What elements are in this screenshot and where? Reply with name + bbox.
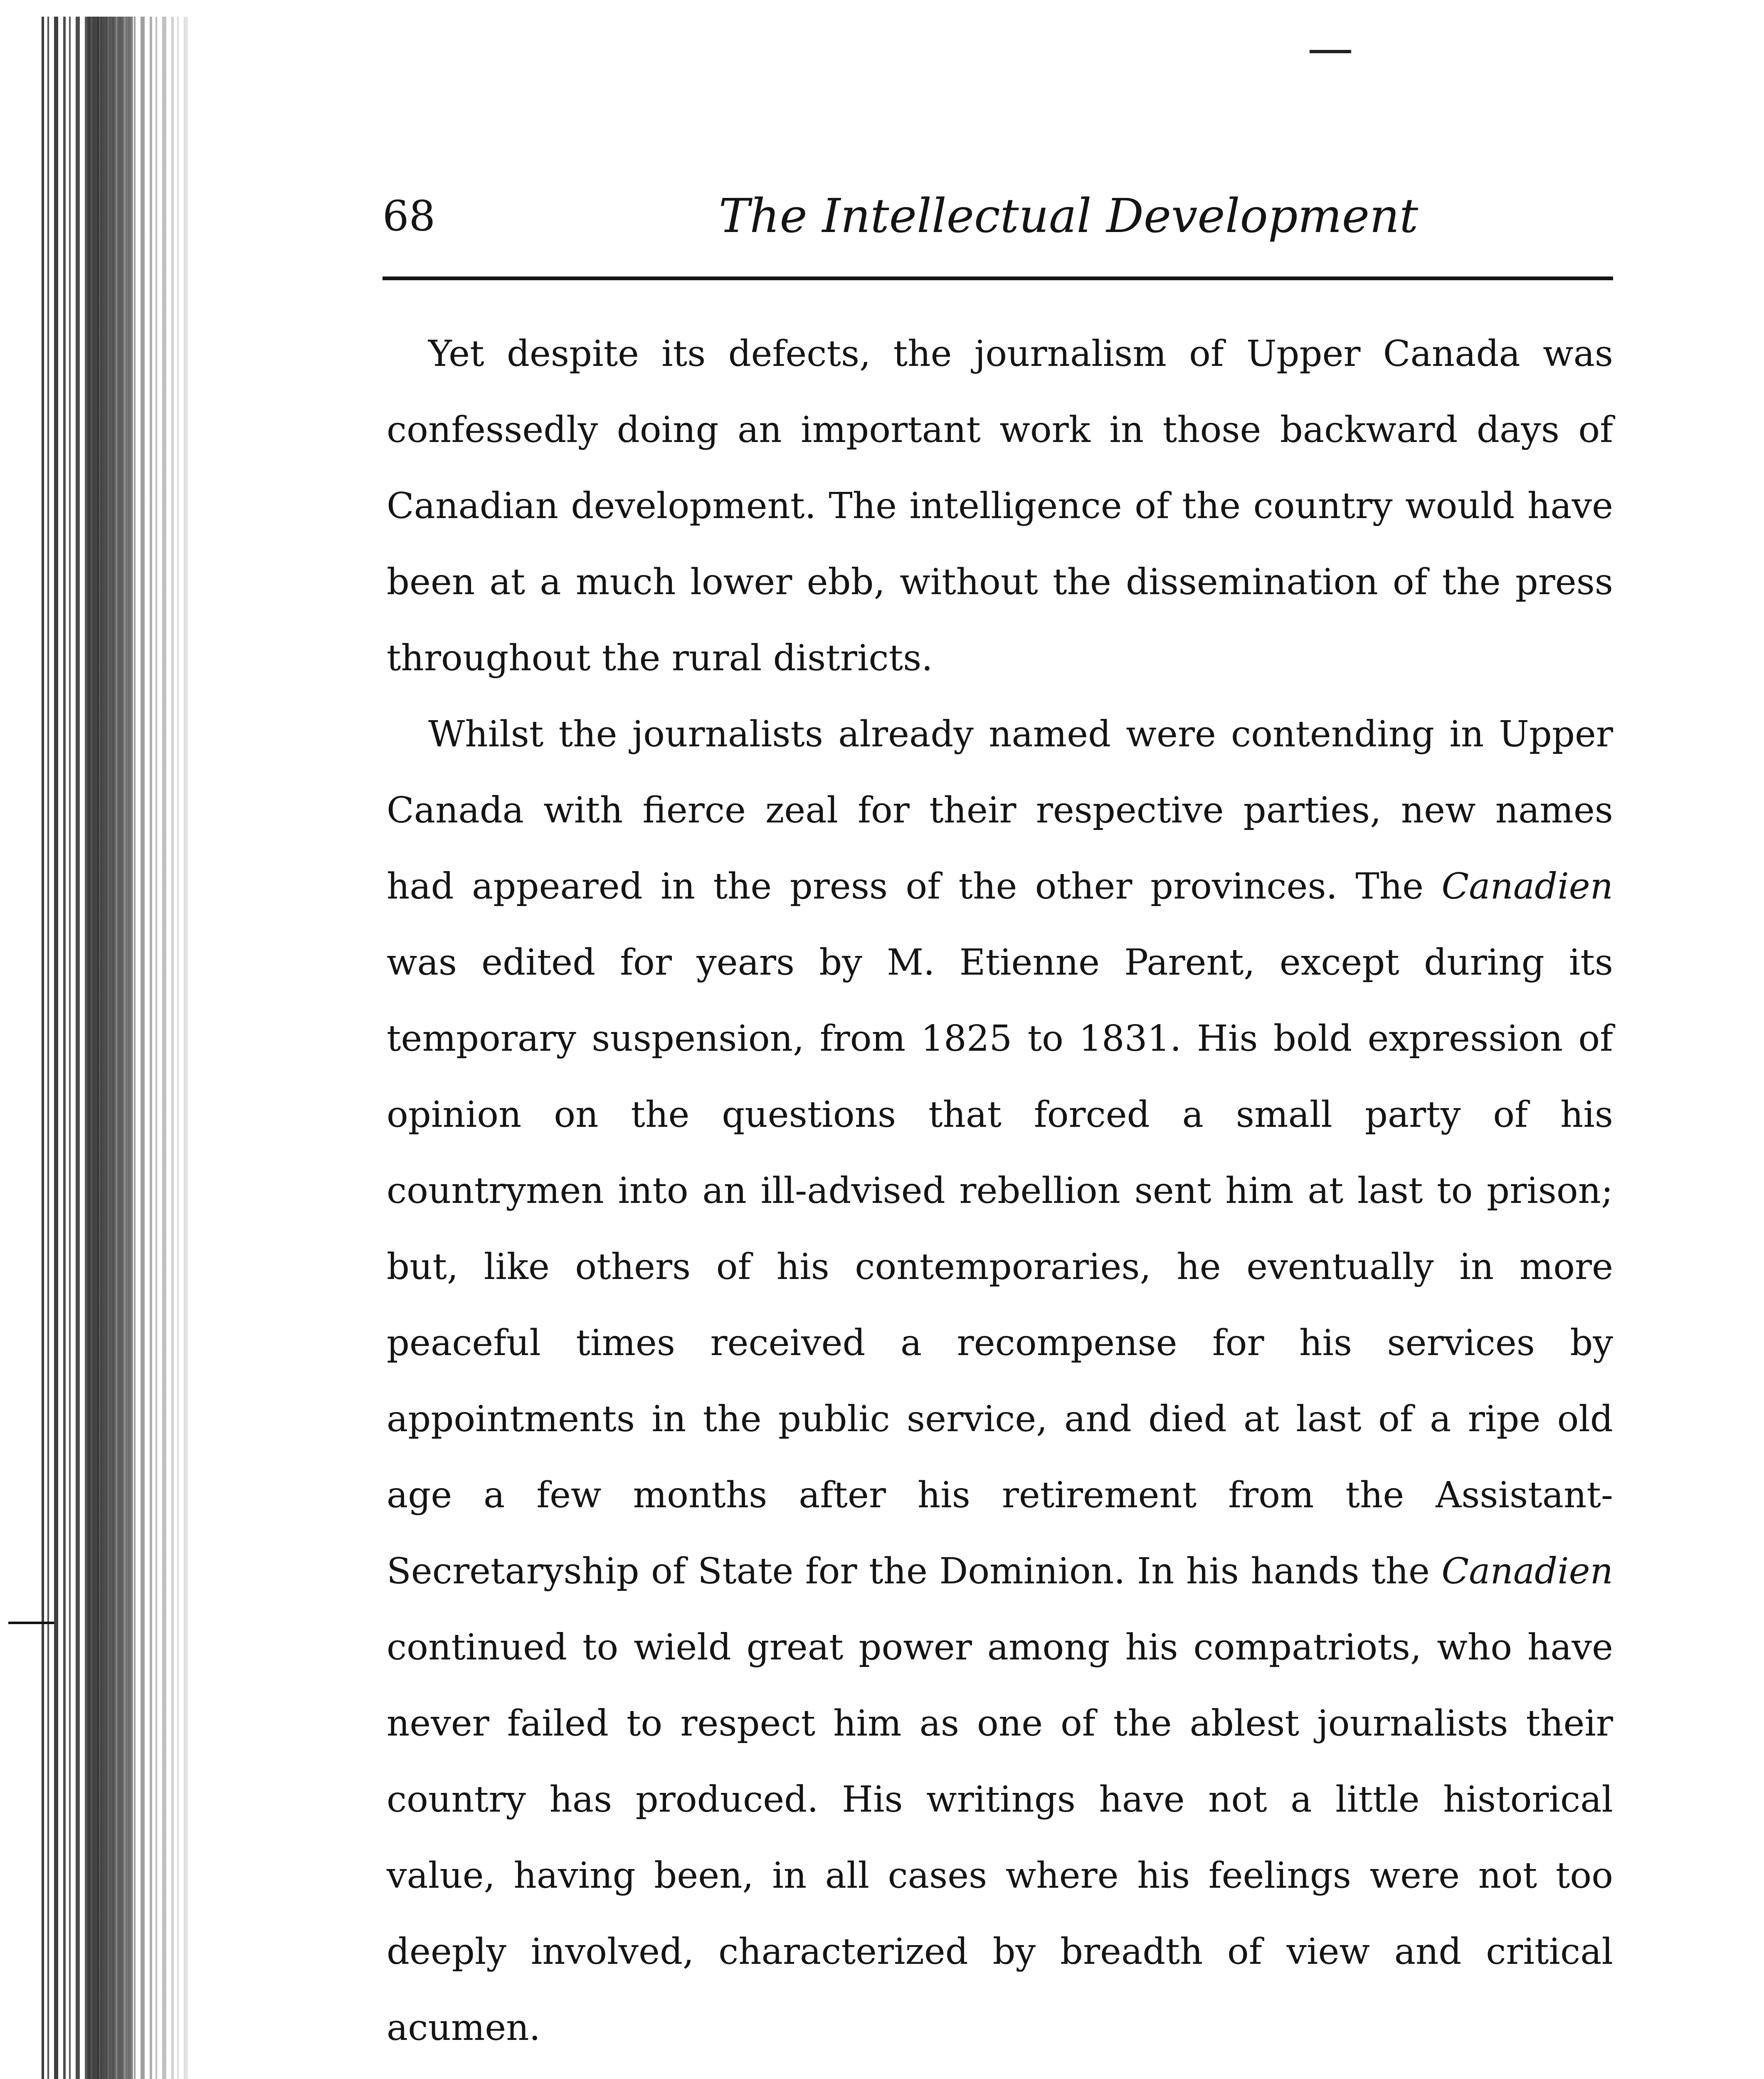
- paragraph-1: Yet despite its defects, the journalism of Upper Canada was confessedly doing an important work in those backward days of Canadian development. The intelligence of the country would have been at a much lower ebb, without the dissemination of the press throughout the rural districts.: [387, 333, 1613, 679]
- newspaper-title-canadien-2: Canadien: [1441, 1551, 1613, 1592]
- binding-fade: [42, 17, 191, 2079]
- page-header: [382, 183, 1613, 241]
- paragraph-2-part-3: continued to wield great power among his compatriots, who have never failed to respect him as one of the ablest journalists their country has produced. His writings have not a little historical value, having been, in all cases where his feelings were not too deeply involved, characterized by breadth of view and critical acumen.: [387, 1627, 1613, 2049]
- body-text: [387, 316, 1613, 2079]
- paragraph-2-part-2: was edited for years by M. Etienne Parent, except during its temporary suspension, from 1825 to 1831. His bold expression of opinion on the questions that forced a small party of his countrymen into an ill-advised rebellion sent him at last to prison; but, like others of his contemporaries, he eventually in more peaceful times received a recompense for his services by appointments in the public service, and died at last of a ripe old age a few months after his retirement from the Assistant-Secretaryship of State for the Dominion. In his hands the: [387, 942, 1613, 1592]
- header-rule: [382, 277, 1613, 280]
- margin-mark: [8, 1622, 54, 1624]
- newspaper-title-canadien: Canadien: [1441, 866, 1613, 907]
- paragraph-2-part-1: Whilst the journalists already named were contending in Upper Canada with fierce zeal for their respective parties, new names had appeared in the press of the other provinces. The: [387, 714, 1613, 907]
- paragraph-2: [387, 696, 1613, 2066]
- paragraph-3: [387, 2066, 1613, 2079]
- top-mark: [1310, 50, 1351, 53]
- page-number: 68: [382, 192, 436, 240]
- running-title: The Intellectual Development: [718, 189, 1419, 243]
